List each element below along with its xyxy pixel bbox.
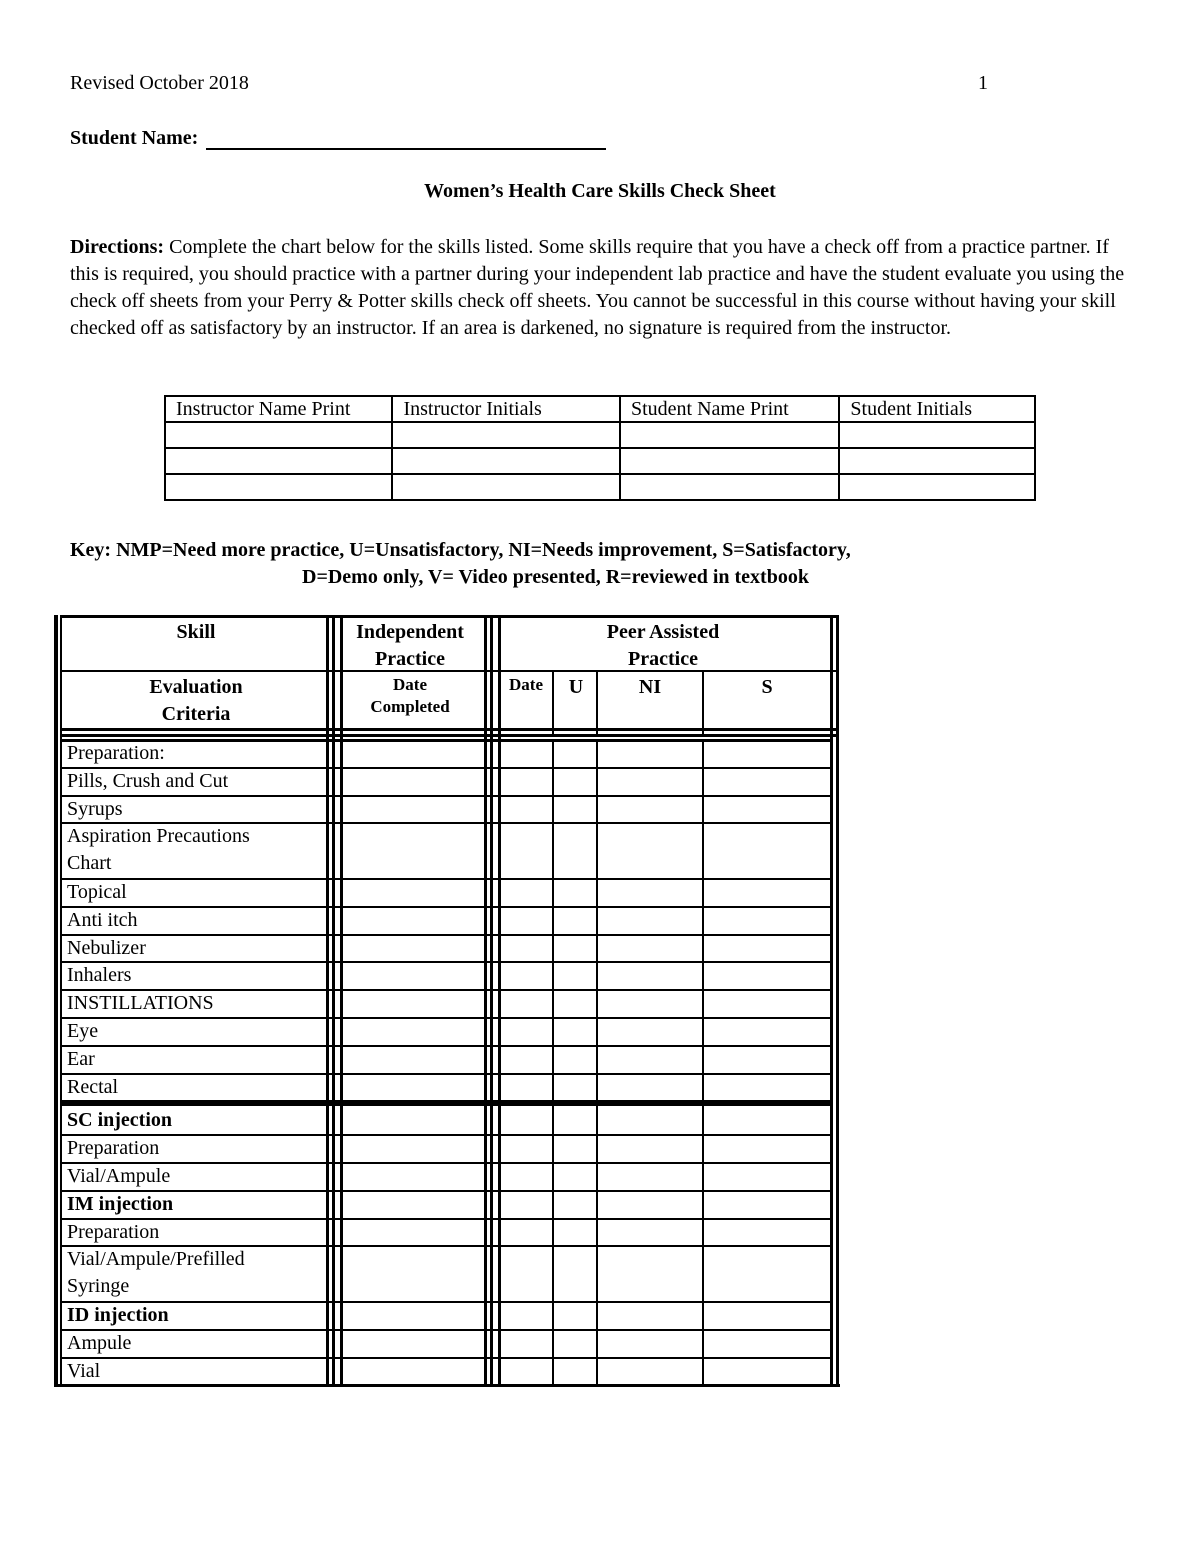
col-divider (484, 615, 487, 1384)
header-col-divider (596, 670, 598, 734)
skill-label-line: Syrups (67, 797, 123, 820)
signature-cell[interactable] (392, 448, 619, 474)
signature-cell[interactable] (839, 448, 1035, 474)
skill-row-label (67, 1358, 325, 1385)
header-date-completed-line2: Completed (370, 697, 450, 716)
skill-label-line: Eye (67, 1020, 99, 1042)
skill-label-line: Topical (67, 881, 127, 903)
header-col-divider (702, 670, 704, 734)
skill-row-label (67, 1246, 325, 1300)
skill-label-line: Preparation (67, 1220, 160, 1243)
skill-label-line: Preparation: (67, 742, 165, 764)
signature-table (164, 395, 1036, 501)
section-divider (60, 1103, 830, 1106)
skill-label-line: Vial/Ampule/Prefilled (67, 1248, 245, 1271)
signature-cell[interactable] (620, 448, 839, 474)
key-line-2: D=Demo only, V= Video presented, R=reviewed in textbook (302, 566, 809, 588)
header-ni: NI (638, 676, 662, 698)
directions-text: Complete the chart below for the skills listed. Some skills require that you have a check off from a practice partner. If this is required, you should practice with a partner during your independent lab practice and have the student evaluate you using the check off sheets from your Perry & Potter skills check off sheets. You cannot be successful in this course without having your skill checked off as satisfactory by an instructor. If an area is darkened, no signature is required from the instructor. (70, 236, 1125, 339)
signature-cell[interactable] (165, 448, 392, 474)
header-peer-line1: Peer Assisted (606, 621, 720, 643)
page-title: Women’s Health Care Skills Check Sheet (424, 180, 776, 202)
table-left-border (60, 615, 62, 1384)
body-top-border (60, 739, 830, 742)
skill-row-label (67, 740, 325, 767)
skill-label-line: SC injection (67, 1109, 172, 1132)
directions (70, 234, 1130, 342)
student-name-label: Student Name: (70, 127, 199, 149)
skill-row-label (67, 935, 325, 962)
skill-row-label (67, 1018, 325, 1045)
header-evaluation (64, 674, 328, 728)
skill-row-label (67, 1074, 325, 1101)
skill-row-label (67, 1135, 325, 1162)
skill-row-label (67, 1219, 325, 1246)
table-left-border (54, 615, 58, 1384)
col-divider (702, 739, 704, 1384)
skill-row-label (67, 907, 325, 934)
signature-header-cell: Student Name Print (620, 396, 839, 422)
header-date-completed-line1: Date (393, 675, 427, 694)
signature-cell[interactable] (165, 474, 392, 500)
signature-cell[interactable] (392, 422, 619, 448)
header-u: U (568, 676, 584, 698)
col-divider (340, 615, 343, 1384)
header-independent-line2: Practice (375, 648, 445, 670)
skill-label-line: Nebulizer (67, 936, 146, 959)
header-independent (340, 619, 480, 673)
skill-row-label (67, 1163, 325, 1190)
signature-header-cell: Student Initials (839, 396, 1035, 422)
directions-label: Directions: (70, 236, 165, 258)
skill-row-label (67, 1191, 325, 1218)
skill-label-line: Inhalers (67, 964, 132, 987)
skill-label-line: Chart (67, 852, 112, 875)
skill-label-line: INSTILLATIONS (67, 992, 214, 1015)
signature-row (165, 448, 1035, 474)
header-s: S (761, 676, 773, 698)
header-divider (60, 670, 836, 672)
skill-row-label (67, 879, 325, 906)
table-right-border (836, 615, 839, 1384)
col-divider (326, 615, 329, 1384)
col-divider (596, 739, 598, 1384)
key-line-1: Key: NMP=Need more practice, U=Unsatisfactory, NI=Needs improvement, S=Satisfactory, (70, 539, 851, 561)
skill-label-line: Anti itch (67, 908, 138, 931)
signature-cell[interactable] (392, 474, 619, 500)
skill-row-label (67, 1107, 325, 1134)
skill-label-line: Pills, Crush and Cut (67, 769, 229, 792)
skill-row-label (67, 1330, 325, 1357)
signature-header-row (165, 396, 1035, 422)
grading-key (70, 537, 1130, 591)
skill-label-line: Vial (67, 1359, 101, 1382)
signature-row (165, 474, 1035, 500)
signature-cell[interactable] (620, 474, 839, 500)
skill-row-label (67, 768, 325, 795)
student-name-field (70, 126, 606, 150)
header-peer-assisted (500, 619, 826, 673)
page-number: 1 (978, 72, 988, 94)
col-divider (552, 739, 554, 1384)
header-date: Date (509, 675, 543, 694)
skills-table (54, 615, 840, 1392)
skill-label-line: Rectal (67, 1075, 119, 1098)
header-skill: Skill (176, 621, 216, 643)
header-col-divider (552, 670, 554, 734)
signature-header-cell: Instructor Name Print (165, 396, 392, 422)
skill-label-line: Vial/Ampule (67, 1165, 171, 1187)
skill-label-line: Syringe (67, 1275, 130, 1298)
signature-cell[interactable] (839, 474, 1035, 500)
skill-row-label (67, 990, 325, 1017)
student-name-blank[interactable] (206, 126, 606, 150)
signature-header-cell: Instructor Initials (392, 396, 619, 422)
skill-row-label (67, 796, 325, 823)
skill-row-label (67, 1046, 325, 1073)
header-independent-line1: Independent (356, 621, 464, 643)
header-bottom-border (60, 728, 836, 731)
header-evaluation-line1: Evaluation (149, 676, 243, 698)
header-date-completed (340, 674, 480, 718)
signature-cell[interactable] (165, 422, 392, 448)
header-bottom-border (60, 734, 836, 737)
skill-label-line: Preparation (67, 1137, 160, 1160)
table-right-border (830, 615, 833, 1384)
col-divider (332, 615, 335, 1384)
revised-date: Revised October 2018 (70, 72, 249, 94)
signature-cell[interactable] (839, 422, 1035, 448)
skill-row-label (67, 962, 325, 989)
skill-label-line: ID injection (67, 1304, 169, 1326)
skill-label-line: Ampule (67, 1331, 132, 1354)
skill-row-label (67, 823, 325, 877)
col-divider (490, 615, 493, 1384)
skill-label-line: Aspiration Precautions (67, 825, 250, 848)
page-header (70, 72, 988, 95)
header-peer-line2: Practice (628, 648, 698, 670)
col-divider (498, 615, 501, 1384)
signature-cell[interactable] (620, 422, 839, 448)
table-top-border (60, 615, 836, 618)
skill-label-line: Ear (67, 1047, 95, 1070)
table-bottom-border (54, 1384, 840, 1387)
header-evaluation-line2: Criteria (161, 703, 231, 725)
skill-label-line: IM injection (67, 1192, 174, 1215)
skill-row-label (67, 1302, 325, 1329)
signature-row (165, 422, 1035, 448)
